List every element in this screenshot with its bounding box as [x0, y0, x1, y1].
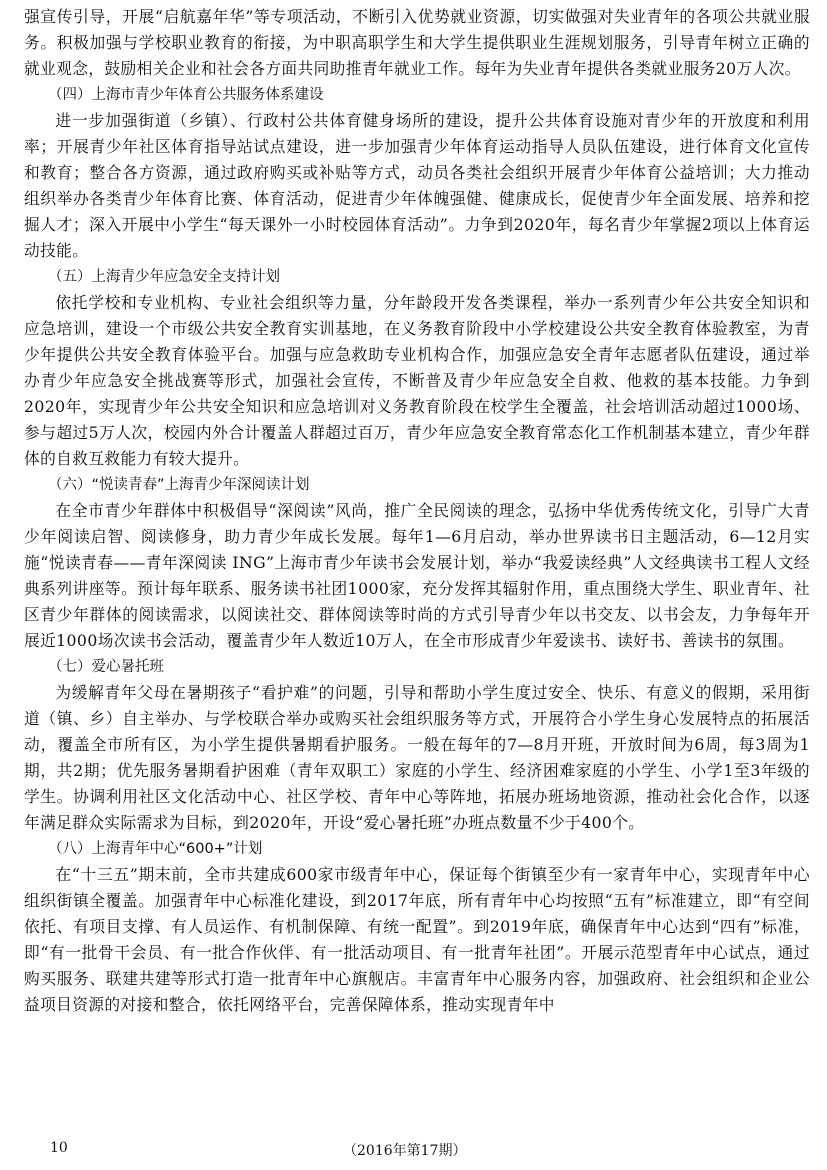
section-heading-8: （八）上海青年中心“600+”计划 [48, 841, 263, 857]
issue-label: （2016年第17期） [343, 1143, 467, 1159]
section-heading-7: （七）爱心暑托班 [48, 659, 164, 675]
paragraph-emergency-safety: 依托学校和专业机构、专业社会组织等力量，分年龄段开发各类课程，举办一系列青少年公共安全知识和应急培训，建设一个市级公共安全教育实训基地，在义务教育阶段中小学校建设公共安全教育体验教室，为青少年提供公共安全教育体验平台。加强与应急救助专业机构合作，加强应急安全青年志愿者队伍建设，通过举办青少年应急安全挑战赛等形式，加强社会宣传，不断普及青少年应急安全自救、他救的基本技能。力争到2020年，实现青少年公共安全知识和应急培训对义务教育阶段在校学生全覆盖，社会培训活动超过1000场、参与超过5万人次，校园内外合计覆盖人群超过百万，青少年应急安全教育常态化工作机制基本建立，青少年群体的自救互救能力有较大提升。 [24, 293, 810, 468]
paragraph-deep-reading: 在全市青少年群体中积极倡导“深阅读”风尚，推广全民阅读的理念，弘扬中华优秀传统文化，引导广大青少年阅读启智、阅读修身，助力青少年成长发展。每年1—6月启动，举办世界读书日主题活动，6—12月实施“悦读青春——青年深阅读 ING”上海市青少年读书会发展计划，举办“我爱读经典”人文经典读书工程人文经典系列讲座等。预计每年联系、服务读书社团1000家，充分发挥其辐射作用，重点围绕大学生、职业青年、社区青少年群体的阅读需求，以阅读社交、群体阅读等时尚的方式引导青少年以书交友、以书会友，力争每年开展近1000场次读书会活动，覆盖青少年人数近10万人，在全市形成青少年爱读书、读好书、善读书的氛围。 [24, 501, 810, 650]
page-footer [0, 1140, 827, 1164]
document-body [24, 4, 810, 1018]
section-heading-6: （六）“悦读青春”上海青少年深阅读计划 [48, 477, 310, 493]
paragraph-sports-services: 进一步加强街道（乡镇）、行政村公共体育健身场所的建设，提升公共体育设施对青少年的开放度和利用率；开展青少年社区体育指导站试点建设，进一步加强青少年体育运动指导人员队伍建设，进行体育文化宣传和教育；整合各方资源，通过政府购买或补贴等方式，动员各类社会组织开展青少年体育公益培训；大力推动组织举办各类青少年体育比赛、体育活动，促进青少年体魄强健、健康成长，促使青少年全面发展、培养和挖掘人才；深入开展中小学生“每天课外一小时校园体育活动”。力争到2020年，每名青少年掌握2项以上体育运动技能。 [24, 111, 810, 260]
paragraph-summer-care: 为缓解青年父母在暑期孩子“看护难”的问题，引导和帮助小学生度过安全、快乐、有意义的假期，采用街道（镇、乡）自主举办、与学校联合举办或购买社会组织服务等方式，开展符合小学生身心发展特点的拓展活动，覆盖全市所有区，为小学生提供暑期看护服务。一般在每年的7—8月开班，开放时间为6周，每3周为1期，共2期；优先服务暑期看护困难（青年双职工）家庭的小学生、经济困难家庭的小学生、小学1至3年级的学生。协调利用社区文化活动中心、社区学校、青年中心等阵地，拓展办班场地资源，推动社会化合作，以逐年满足群众实际需求为目标，到2020年，开设“爱心暑托班”办班点数量不少于400个。 [24, 683, 810, 832]
paragraph-youth-center: 在“十三五”期末前，全市共建成600家市级青年中心，保证每个街镇至少有一家青年中心，实现青年中心组织街镇全覆盖。加强青年中心标准化建设，到2017年底，所有青年中心均按照“五有”标准建立，即“有空间依托、有项目支撑、有人员运作、有机制保障、有统一配置”。到2019年底，确保青年中心达到“四有”标准，即“有一批骨干会员、有一批合作伙伴、有一批活动项目、有一批青年社团”。开展示范型青年中心试点，通过购买服务、联建共建等形式打造一批青年中心旗舰店。丰富青年中心服务内容，加强政府、社会组织和企业公益项目资源的对接和整合，依托网络平台，完善保障体系，推动实现青年中 [24, 865, 810, 1014]
section-heading-4: （四）上海市青少年体育公共服务体系建设 [48, 87, 324, 103]
section-heading-5: （五）上海青少年应急安全支持计划 [48, 269, 280, 285]
paragraph-employment-continued: 强宣传引导，开展“启航嘉年华”等专项活动，不断引入优势就业资源，切实做强对失业青年的各项公共就业服务。积极加强与学校职业教育的衔接，为中职高职学生和大学生提供职业生涯规划服务，引导青年树立正确的就业观念，鼓励相关企业和社会各方面共同助推青年就业工作。每年为失业青年提供各类就业服务20万人次。 [24, 7, 810, 78]
page-number: 10 [50, 1140, 68, 1156]
